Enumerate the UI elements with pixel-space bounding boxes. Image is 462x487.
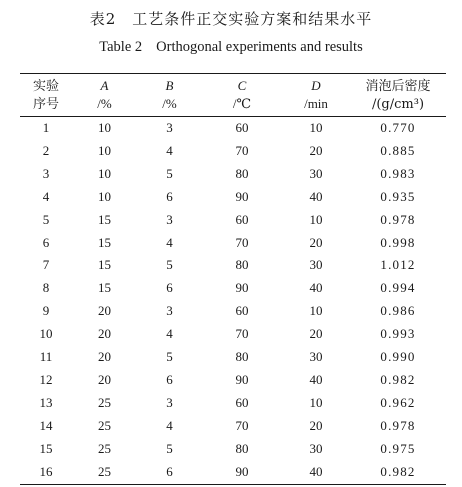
header-factor-a-unit-text: /% [97,96,112,111]
cell-density: 0.993 [380,326,416,342]
cell-factor-b: 6 [166,371,173,387]
cell-factor-c: 70 [235,234,249,250]
table-body [20,117,446,485]
cell-factor-d: 30 [309,440,323,456]
cell-experiment-no: 4 [42,188,50,204]
cell-factor-b: 3 [166,303,173,319]
table-row [20,140,446,163]
table-row [20,346,446,369]
header-density-line1: 消泡后密度 [350,74,446,96]
table-row [20,254,446,277]
cell-factor-d: 10 [309,394,323,410]
cell-factor-a: 15 [98,211,111,227]
cell-factor-b: 3 [166,394,173,410]
cell-factor-a: 20 [98,303,111,319]
cell-density: 0.962 [380,394,416,410]
cell-density: 1.012 [380,257,416,273]
cell-experiment-no: 13 [39,394,53,410]
table-row [20,163,446,186]
table-row [20,300,446,323]
cell-factor-a: 25 [98,440,111,456]
cell-factor-b: 5 [166,440,173,456]
cell-factor-c: 60 [235,211,249,227]
cell-density: 0.986 [380,303,416,319]
table-row [20,209,446,232]
cell-factor-b: 4 [166,326,173,342]
cell-factor-d: 40 [282,461,350,484]
cell-factor-b: 3 [166,211,173,227]
table-row [20,415,446,438]
cell-density: 0.982 [350,461,446,484]
header-experiment-no-line1: 实验 [20,74,72,96]
cell-factor-c: 70 [235,326,249,342]
cell-factor-a: 15 [98,234,111,250]
cell-factor-a: 10 [98,165,111,181]
header-factor-d-unit-text: /min [304,96,328,111]
cell-factor-c: 90 [235,280,249,296]
cell-experiment-no: 2 [42,142,50,158]
cell-factor-a: 20 [98,349,111,365]
header-factor-d-unit [282,95,350,117]
header-factor-b-unit [137,95,202,117]
header-factor-d [282,74,350,96]
cell-density: 0.994 [380,280,416,296]
cell-experiment-no: 14 [39,417,53,433]
header-factor-a [72,74,137,96]
cell-factor-c: 70 [235,142,249,158]
cell-factor-c: 60 [235,120,249,135]
table-row [20,438,446,461]
table-row [20,461,446,484]
table-row [20,392,446,415]
cell-factor-c: 80 [235,165,249,181]
table-row [20,323,446,346]
orthogonal-experiment-table [20,73,446,485]
cell-factor-d: 20 [309,417,323,433]
table-title-chinese: 工艺条件正交实验方案和结果水平 [132,10,373,28]
table-caption-english [0,37,462,57]
cell-factor-d: 10 [309,211,323,227]
cell-density: 0.885 [380,142,416,158]
cell-factor-d: 20 [309,142,323,158]
table-label-chinese: 表2 [89,10,117,28]
header-row-top [20,74,446,96]
cell-factor-c: 80 [235,440,249,456]
cell-density: 0.978 [380,417,416,433]
table-row [20,186,446,209]
cell-factor-d: 30 [309,257,323,273]
cell-factor-c: 90 [235,188,249,204]
table-row [20,117,446,140]
cell-factor-d: 40 [309,280,323,296]
cell-factor-b: 3 [166,120,173,135]
cell-factor-b: 6 [166,188,173,204]
cell-factor-a: 20 [98,326,111,342]
cell-experiment-no: 6 [42,234,50,250]
cell-factor-d: 20 [309,234,323,250]
cell-factor-a: 15 [98,280,111,296]
cell-factor-a: 25 [98,394,111,410]
cell-factor-d: 30 [309,349,323,365]
cell-factor-c: 80 [235,257,249,273]
cell-experiment-no: 7 [42,257,50,273]
cell-factor-d: 10 [309,303,323,319]
header-factor-c [202,74,282,96]
cell-experiment-no: 3 [42,165,50,181]
cell-factor-a: 10 [98,188,111,204]
table-header [20,74,446,117]
cell-factor-c: 70 [235,417,249,433]
header-factor-d-symbol: D [311,78,321,93]
table-caption-chinese [0,9,462,29]
table-row [20,232,446,255]
cell-factor-a: 25 [72,461,137,484]
cell-density: 0.935 [380,188,416,204]
header-factor-b [137,74,202,96]
table-label-english: Table 2 [99,39,143,55]
cell-factor-b: 4 [166,234,173,250]
cell-density: 0.982 [380,371,416,387]
cell-factor-c: 80 [235,349,249,365]
cell-density: 0.983 [380,165,416,181]
cell-factor-b: 5 [166,349,173,365]
cell-experiment-no: 16 [20,461,72,484]
cell-factor-d: 20 [309,326,323,342]
cell-experiment-no: 1 [42,120,50,135]
cell-experiment-no: 8 [42,280,50,296]
cell-factor-a: 10 [98,142,111,158]
cell-experiment-no: 10 [39,326,53,342]
cell-factor-a: 10 [98,120,111,135]
header-density-line2: /(g/cm³) [350,95,446,117]
cell-factor-a: 15 [98,257,111,273]
cell-factor-b: 5 [166,257,173,273]
cell-factor-d: 40 [309,371,323,387]
header-factor-a-symbol: A [100,78,109,93]
table-row [20,369,446,392]
cell-factor-c: 60 [235,303,249,319]
header-experiment-no-line2: 序号 [20,95,72,117]
cell-experiment-no: 9 [42,303,50,319]
cell-factor-b: 6 [137,461,202,484]
cell-factor-c: 90 [235,371,249,387]
cell-experiment-no: 12 [39,371,53,387]
cell-factor-b: 6 [166,280,173,296]
cell-factor-d: 10 [309,120,323,135]
header-factor-c-symbol: C [237,78,247,93]
cell-factor-b: 4 [166,142,173,158]
cell-density: 0.998 [380,234,416,250]
cell-density: 0.990 [380,349,416,365]
header-row-bottom [20,95,446,117]
cell-factor-d: 30 [309,165,323,181]
cell-experiment-no: 11 [39,349,53,365]
cell-factor-b: 4 [166,417,173,433]
cell-factor-d: 40 [309,188,323,204]
cell-factor-c: 90 [202,461,282,484]
cell-experiment-no: 5 [42,211,50,227]
table-row [20,277,446,300]
cell-density: 0.978 [380,211,416,227]
header-factor-b-unit-text: /% [162,96,177,111]
cell-factor-a: 20 [98,371,111,387]
cell-density: 0.770 [380,120,416,135]
header-factor-b-symbol: B [165,78,174,93]
cell-experiment-no: 15 [39,440,53,456]
cell-density: 0.975 [380,440,416,456]
header-factor-a-unit [72,95,137,117]
header-factor-c-unit [202,95,282,117]
cell-factor-a: 25 [98,417,111,433]
header-factor-c-unit-text: /℃ [232,96,252,111]
cell-factor-c: 60 [235,394,249,410]
cell-factor-b: 5 [166,165,173,181]
table-title-english: Orthogonal experiments and results [156,39,363,55]
